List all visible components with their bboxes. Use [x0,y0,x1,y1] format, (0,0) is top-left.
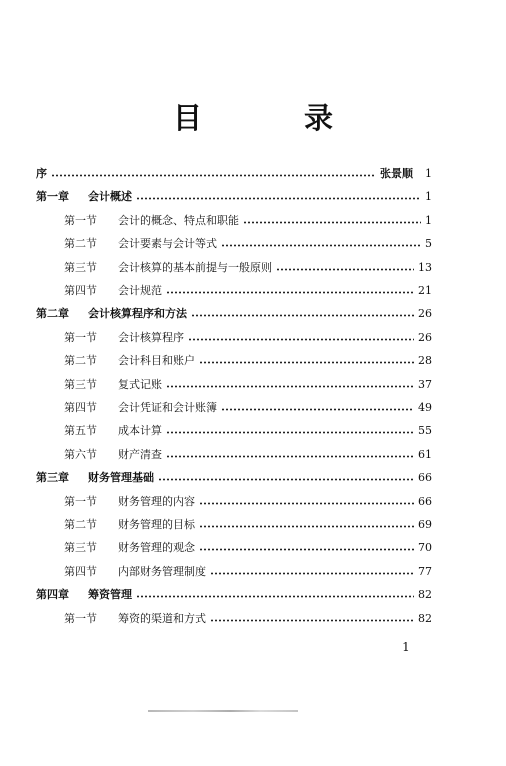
toc-entry-page: 66 [418,494,432,508]
toc-entry-number: 第一章 [36,190,69,203]
toc-chapter-row[interactable] [36,186,432,206]
toc-section-row[interactable] [64,374,432,394]
toc-entry-page: 37 [418,377,432,391]
page-title: 目 录 [172,101,380,135]
toc-entry-number: 第四章 [36,588,69,601]
toc-entry-number: 第二节 [64,518,97,531]
toc-entry-title: 会计规范 [118,284,162,297]
toc-section-row[interactable] [64,257,432,277]
toc-entry-title: 会计凭证和会计账簿 [118,401,217,414]
toc-entry-number: 第二章 [36,307,69,320]
toc-entry-title: 财务管理的内容 [118,495,195,508]
toc-entry-page: 1 [425,166,432,180]
toc-entry-title: 会计核算的基本前提与一般原则 [118,261,272,274]
toc-section-row[interactable] [64,327,432,347]
toc-entry-number: 第三节 [64,261,97,274]
toc-chapter-row[interactable] [36,303,432,323]
toc-entry-page: 82 [418,611,432,625]
toc-section-row[interactable] [64,537,432,557]
toc-leader-dots [136,595,414,598]
toc-entry-page: 66 [418,470,432,484]
toc-section-row[interactable] [64,491,432,511]
toc-entry-number: 第二节 [64,354,97,367]
toc-entry-page: 1 [425,189,432,203]
toc-entry-number: 第三章 [36,471,69,484]
toc-entry-page: 13 [418,260,432,274]
toc-entry-page: 70 [418,540,432,554]
toc-entry-page: 77 [418,564,432,578]
toc-section-row[interactable] [64,397,432,417]
toc-entry-page: 5 [425,236,432,250]
toc-section-row[interactable] [64,350,432,370]
toc-entry-page: 82 [418,587,432,601]
toc-leader-dots [199,525,414,528]
toc-entry-number: 第四节 [64,565,97,578]
toc-section-row[interactable] [64,280,432,300]
toc-entry-number: 第四节 [64,401,97,414]
toc-entry-title: 筹资管理 [88,588,132,601]
toc-entry-title: 财产清查 [118,448,162,461]
toc-entry-number: 第五节 [64,424,97,437]
toc-leader-dots [210,572,414,575]
toc-section-row[interactable] [64,514,432,534]
toc-entry-title: 会计核算程序和方法 [88,307,187,320]
toc-entry-number: 序 [36,167,47,180]
toc-entry-title: 筹资的渠道和方式 [118,612,206,625]
toc-entry-title: 成本计算 [118,424,162,437]
toc-section-row[interactable] [64,233,432,253]
toc-entry-number: 第六节 [64,448,97,461]
toc-chapter-row[interactable] [36,467,432,487]
toc-leader-dots [199,502,414,505]
scan-artifact [148,710,298,712]
toc-section-row[interactable] [64,608,432,628]
toc-leader-dots [199,548,414,551]
toc-entry-page: 26 [418,330,432,344]
toc-section-row[interactable] [64,561,432,581]
toc-leader-dots [221,244,421,247]
toc-leader-dots [166,431,414,434]
toc-leader-dots [166,291,414,294]
toc-entry-title: 财务管理的观念 [118,541,195,554]
toc-entry-title: 复式记账 [118,378,162,391]
toc-entry-page: 49 [418,400,432,414]
toc-entry-number: 第一节 [64,214,97,227]
toc-section-row[interactable] [64,210,432,230]
toc-entry-number: 第一节 [64,495,97,508]
toc-entry-page: 1 [425,213,432,227]
toc-entry-number: 第二节 [64,237,97,250]
toc-leader-dots [210,619,414,622]
toc-leader-dots [166,455,414,458]
toc-section-row[interactable] [64,444,432,464]
toc-entry-number: 第一节 [64,612,97,625]
toc-entry-author: 张景顺 [380,167,413,180]
toc-leader-dots [243,221,421,224]
toc-leader-dots [166,385,414,388]
toc-chapter-row[interactable] [36,163,432,183]
page-number: 1 [402,640,410,654]
toc-leader-dots [158,478,414,481]
toc-entry-number: 第四节 [64,284,97,297]
toc-section-row[interactable] [64,420,432,440]
toc-entry-number: 第三节 [64,378,97,391]
toc-entry-title: 会计核算程序 [118,331,184,344]
toc-leader-dots [136,197,421,200]
toc-entry-title: 财务管理的目标 [118,518,195,531]
toc-leader-dots [276,268,414,271]
toc-leader-dots [51,174,376,177]
toc-entry-title: 会计要素与会计等式 [118,237,217,250]
toc-leader-dots [191,314,414,317]
toc-entry-page: 28 [418,353,432,367]
toc-entry-page: 55 [418,423,432,437]
toc-entry-page: 21 [418,283,432,297]
toc-entry-title: 内部财务管理制度 [118,565,206,578]
toc-entry-title: 财务管理基础 [88,471,154,484]
toc-chapter-row[interactable] [36,584,432,604]
toc-entry-page: 26 [418,306,432,320]
toc-entry-page: 69 [418,517,432,531]
toc-entry-title: 会计概述 [88,190,132,203]
toc-entry-number: 第一节 [64,331,97,344]
toc-leader-dots [188,338,414,341]
toc-leader-dots [199,361,414,364]
toc-entry-title: 会计的概念、特点和职能 [118,214,239,227]
toc-entry-page: 61 [418,447,432,461]
toc-entry-title: 会计科目和账户 [118,354,195,367]
toc-leader-dots [221,408,414,411]
toc-entry-number: 第三节 [64,541,97,554]
